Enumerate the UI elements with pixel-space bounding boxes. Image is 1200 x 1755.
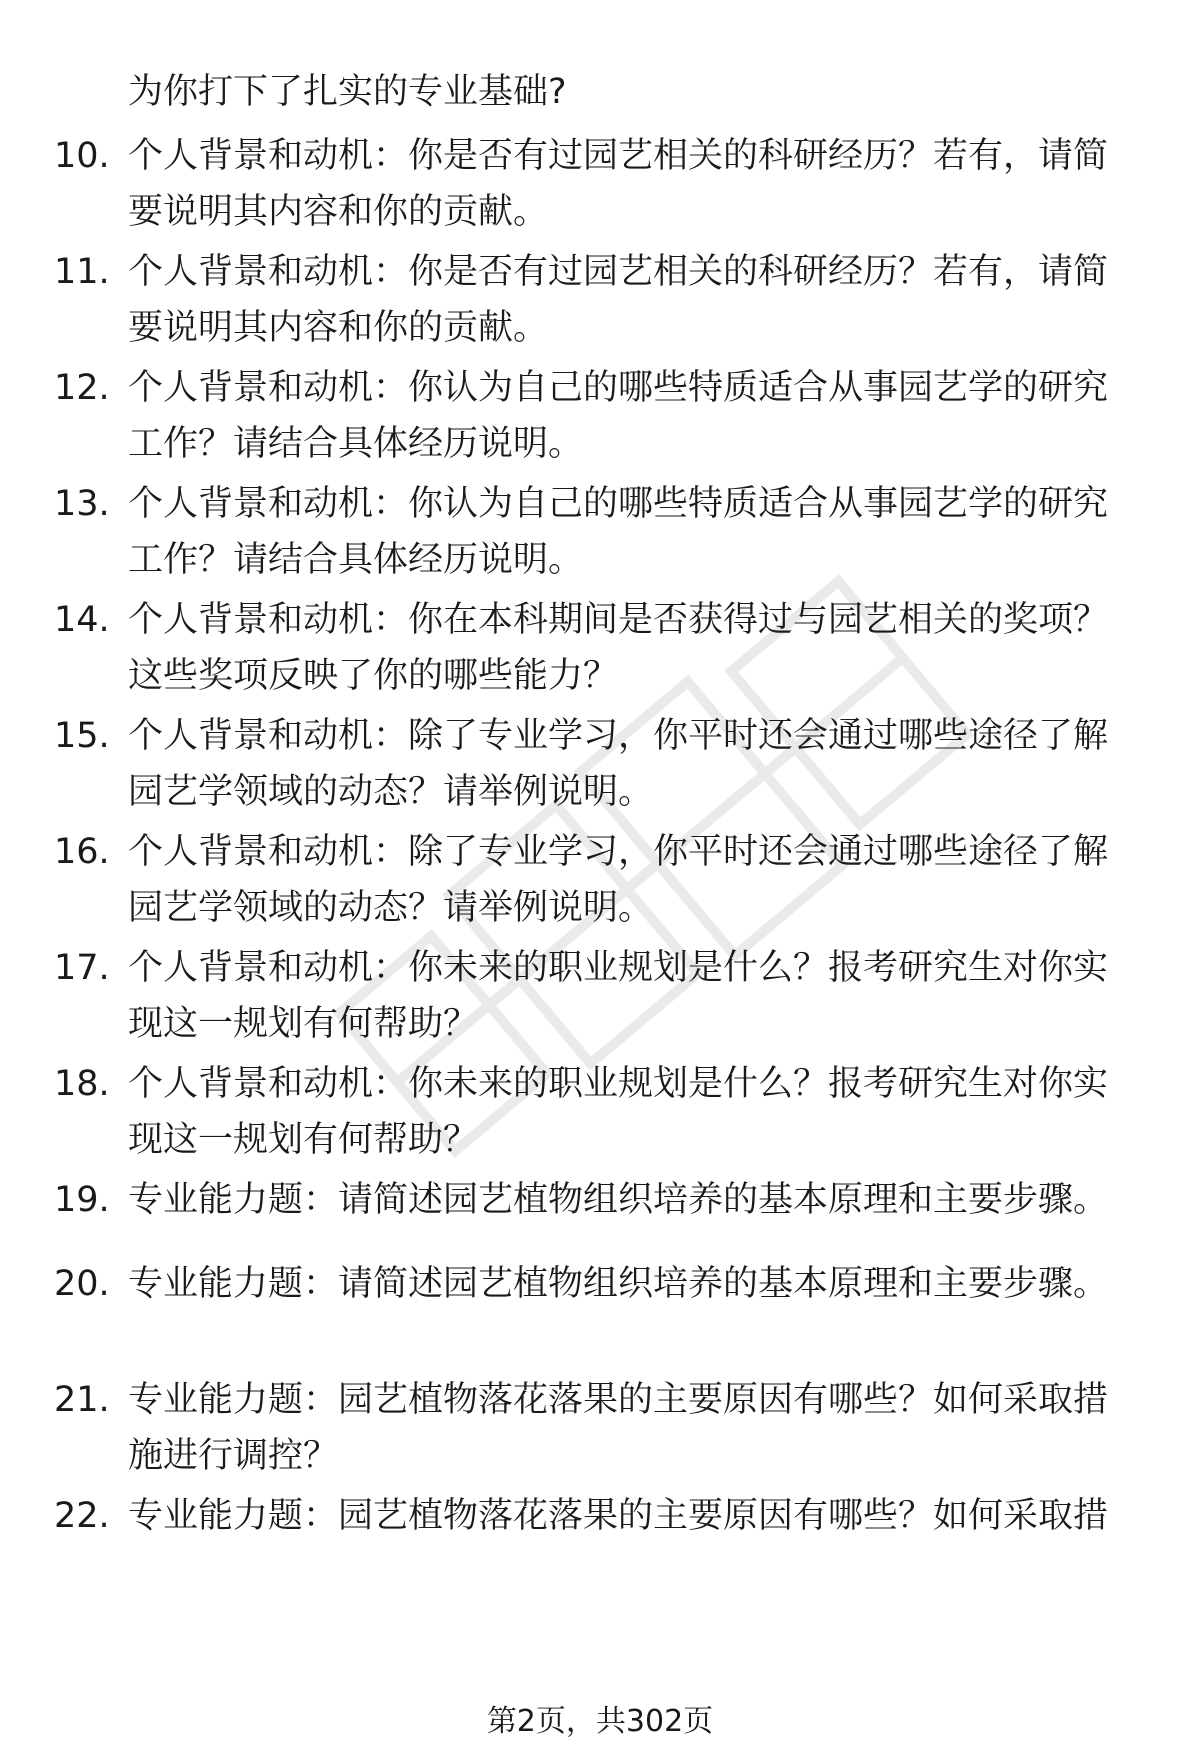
question-text: 个人背景和动机：你认为自己的哪些特质适合从事园艺学的研究工作？请结合具体经历说明。 xyxy=(128,484,1109,580)
question-number: 13. xyxy=(54,484,110,524)
continued-question-text: 为你打下了扎实的专业基础? xyxy=(128,72,567,112)
question-number: 18. xyxy=(54,1064,110,1104)
question-text: 个人背景和动机：你认为自己的哪些特质适合从事园艺学的研究工作？请结合具体经历说明。 xyxy=(128,368,1109,464)
question-text: 个人背景和动机：你未来的职业规划是什么？报考研究生对你实现这一规划有何帮助？ xyxy=(128,948,1109,1044)
question-text: 个人背景和动机：你是否有过园艺相关的科研经历？若有，请简要说明其内容和你的贡献。 xyxy=(128,252,1109,348)
question-number: 14. xyxy=(54,600,110,640)
question-number: 21. xyxy=(54,1380,110,1420)
question-text: 专业能力题：园艺植物落花落果的主要原因有哪些？如何采取措施进行调控？ xyxy=(128,1380,1109,1476)
question-number: 11. xyxy=(54,252,110,292)
question-text: 专业能力题：请简述园艺植物组织培养的基本原理和主要步骤。 xyxy=(128,1180,1109,1220)
question-number: 15. xyxy=(54,716,110,756)
question-text: 个人背景和动机：你未来的职业规划是什么？报考研究生对你实现这一规划有何帮助？ xyxy=(128,1064,1109,1160)
question-number: 20. xyxy=(54,1264,110,1304)
question-number: 19. xyxy=(54,1180,110,1220)
question-number: 10. xyxy=(54,136,110,176)
page-footer: 第2页，共302页 xyxy=(486,1704,714,1739)
question-number: 12. xyxy=(54,368,110,408)
question-text: 个人背景和动机：除了专业学习，你平时还会通过哪些途径了解园艺学领域的动态？请举例说明。 xyxy=(128,832,1109,928)
question-number: 17. xyxy=(54,948,110,988)
question-text: 专业能力题：请简述园艺植物组织培养的基本原理和主要步骤。 xyxy=(128,1264,1109,1304)
question-number: 16. xyxy=(54,832,110,872)
question-text: 个人背景和动机：你在本科期间是否获得过与园艺相关的奖项？这些奖项反映了你的哪些能力？ xyxy=(128,600,1109,696)
question-text: 个人背景和动机：除了专业学习，你平时还会通过哪些途径了解园艺学领域的动态？请举例说明。 xyxy=(128,716,1109,812)
question-number: 22. xyxy=(54,1496,110,1536)
question-text: 个人背景和动机：你是否有过园艺相关的科研经历？若有，请简要说明其内容和你的贡献。 xyxy=(128,136,1109,232)
question-text: 专业能力题：园艺植物落花落果的主要原因有哪些？如何采取措 xyxy=(128,1496,1109,1536)
